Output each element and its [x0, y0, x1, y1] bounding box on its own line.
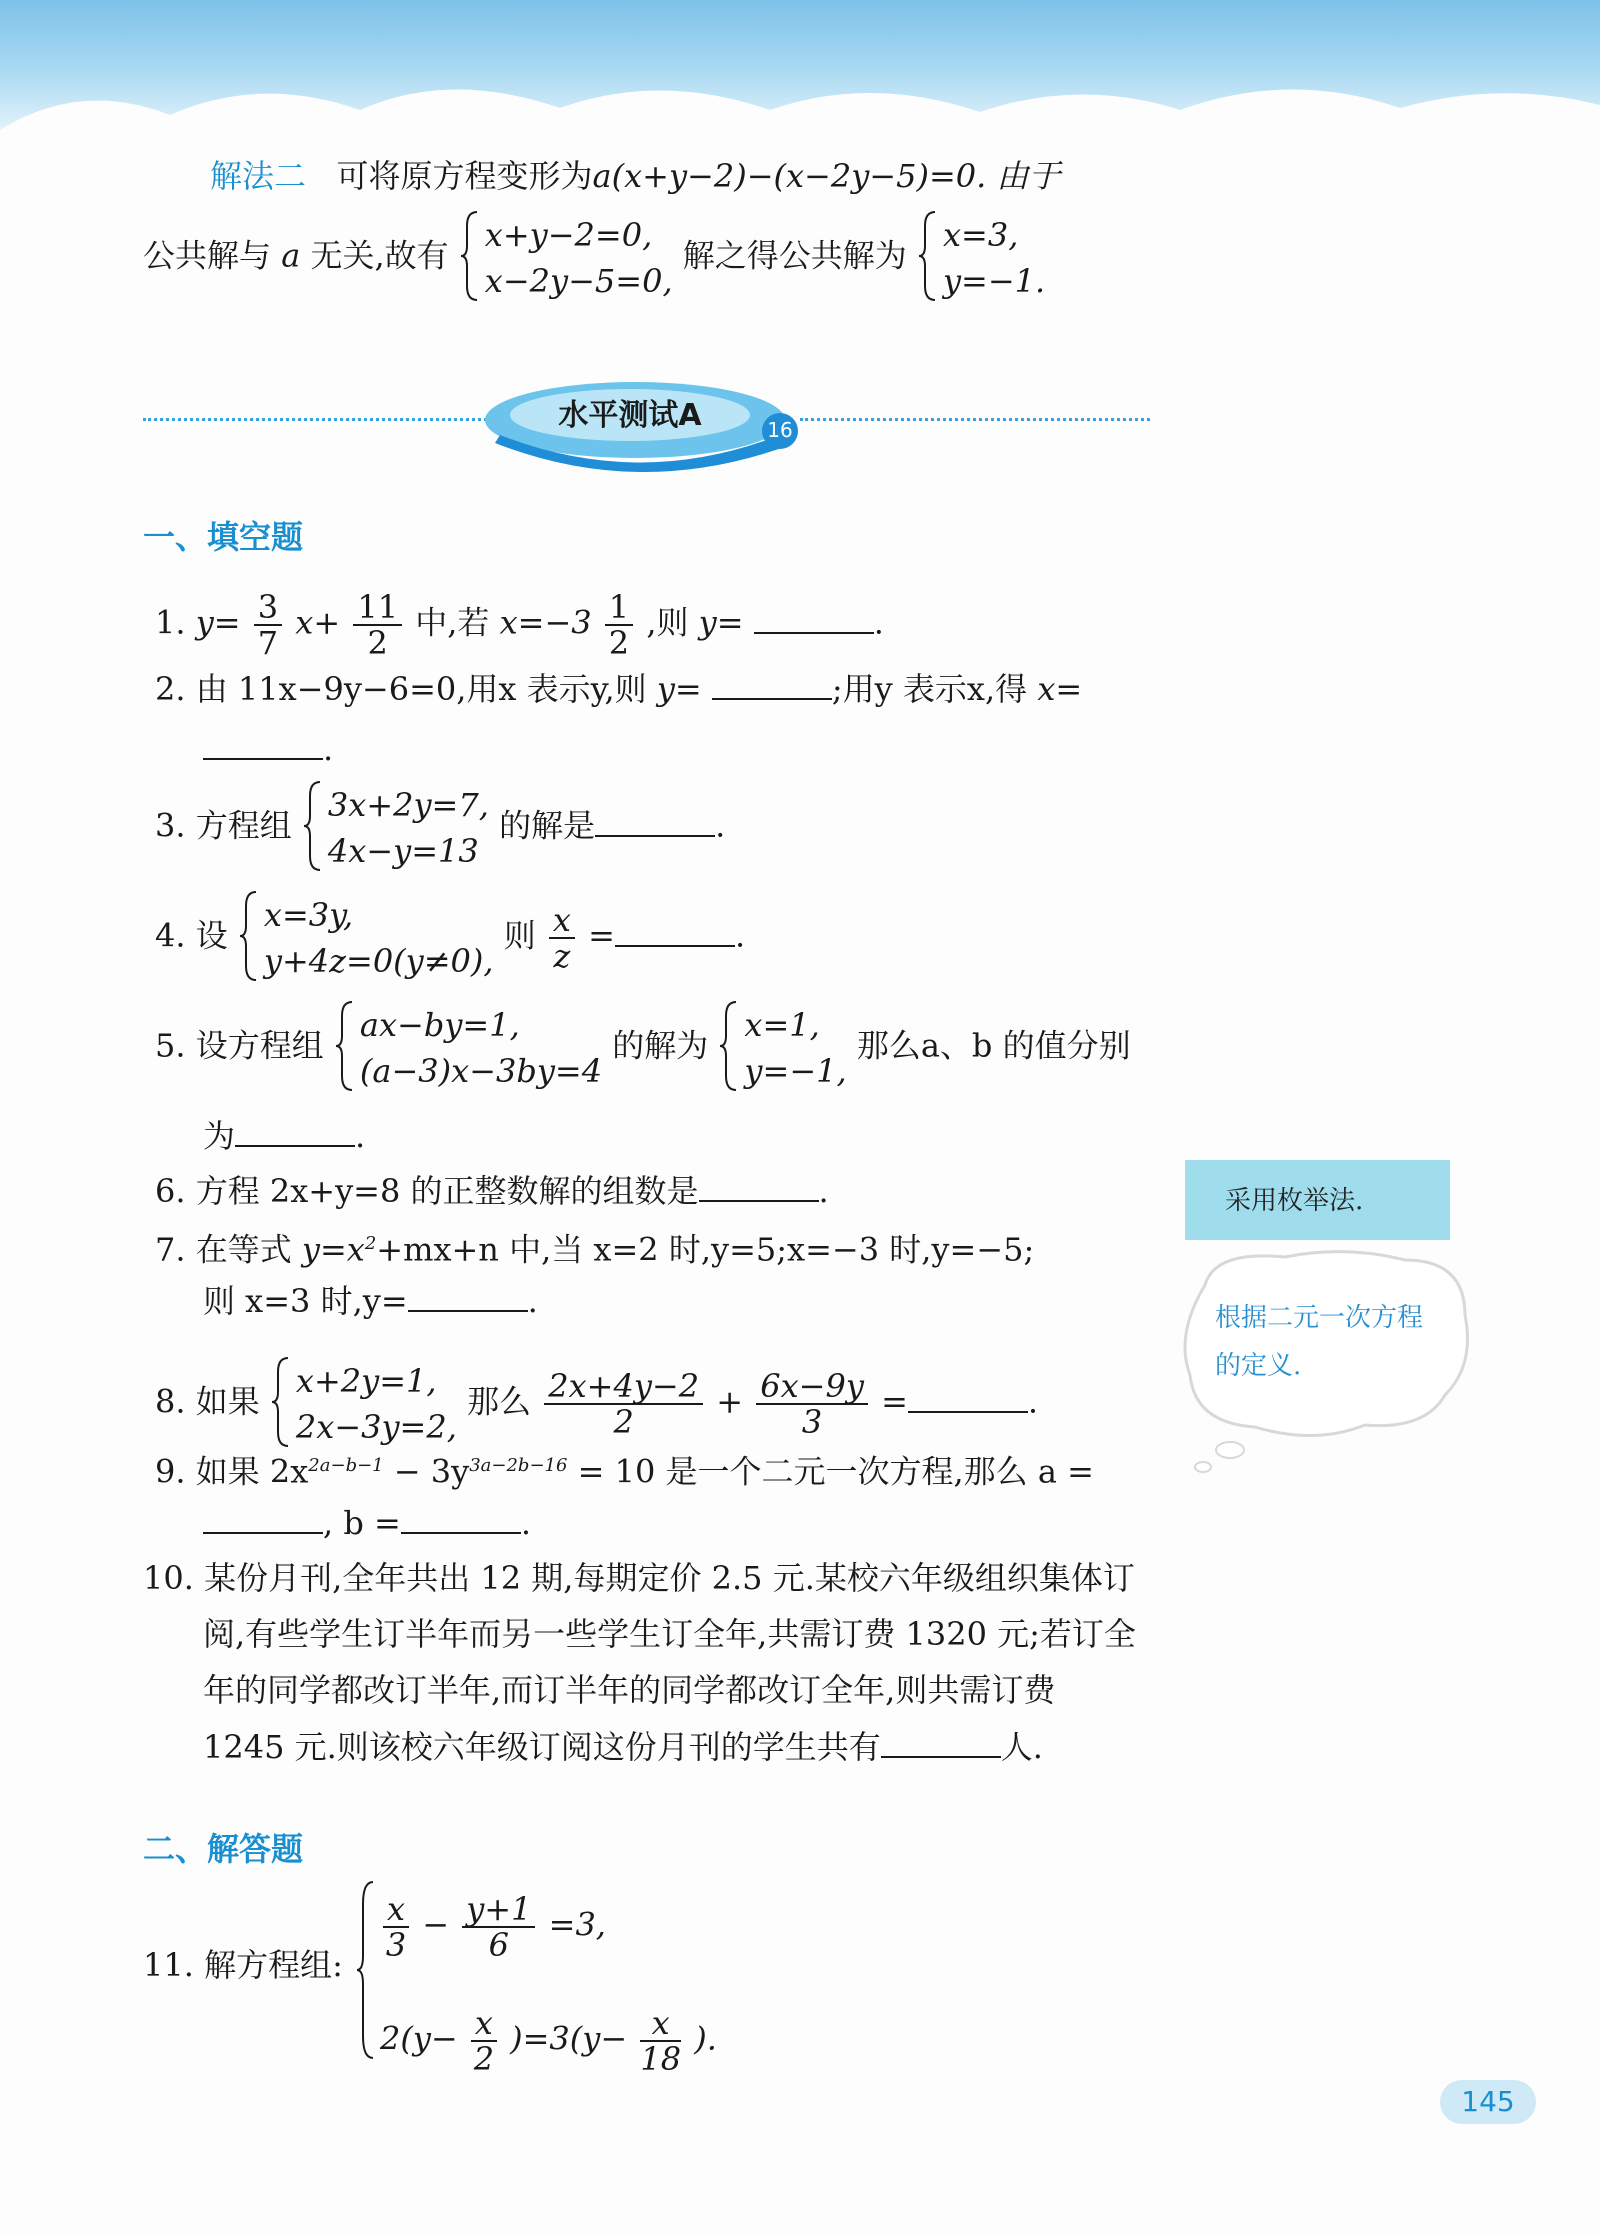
banner-dotline-left	[143, 418, 493, 421]
q9-text4: , b =	[323, 1504, 401, 1542]
q8-frac2	[756, 1369, 868, 1439]
question-9	[155, 1446, 1094, 1492]
q11-frac4	[640, 2006, 681, 2076]
question-8	[155, 1358, 1038, 1450]
q2-text2: ;用y 表示x,得	[831, 670, 1028, 708]
q8-answer-blank[interactable]	[908, 1381, 1028, 1413]
system1-row1: x+y−2=0,	[484, 216, 653, 254]
q8-frac1-num: 2x+4y−2	[544, 1369, 703, 1405]
q7-expr: y=x	[301, 1230, 365, 1269]
q3-system	[302, 782, 489, 874]
q5-solution	[718, 1002, 846, 1094]
q1-frac2-num: 11	[353, 590, 402, 626]
q2-end: .	[323, 730, 334, 768]
q1-mid: 中,若	[415, 603, 490, 642]
solution2-line1	[210, 156, 1060, 196]
q7-number: 7.	[155, 1230, 186, 1269]
q1-frac1-num: 3	[254, 590, 282, 626]
solution2-text2: 公共解与	[143, 236, 272, 275]
q4-system	[238, 892, 494, 984]
q1-frac2	[353, 590, 402, 660]
solution2-expr1: a(x+y−2)−(x−2y−5)=0. 由于	[592, 157, 1061, 195]
q9-sup1: 2a−b−1	[308, 1455, 384, 1476]
q9-text2: − 3y	[393, 1452, 470, 1491]
q4-text2: 则	[503, 916, 536, 955]
brace-icon	[238, 890, 260, 982]
q8-plus: +	[716, 1382, 744, 1421]
q5-text4: 为	[203, 1117, 236, 1155]
question-11	[143, 1945, 343, 1985]
question-10	[143, 1558, 1135, 1598]
q11-eq3: =3,	[548, 1905, 606, 1944]
q9-end: .	[520, 1504, 531, 1542]
q11-text: 解方程组:	[204, 1946, 343, 1984]
q8-row2: 2x−3y=2,	[295, 1408, 457, 1446]
q4-row1: x=3y,	[263, 896, 354, 934]
banner-badge: 16	[767, 418, 793, 442]
q4-text1: 设	[195, 916, 228, 955]
q1-tail: ,则	[646, 603, 689, 642]
brace-icon	[718, 1000, 740, 1092]
q8-text2: 那么	[467, 1382, 532, 1421]
question-5-cont	[203, 1115, 365, 1156]
side-note-2-line2: 的定义.	[1215, 1351, 1302, 1381]
q2-number: 2.	[155, 670, 186, 708]
q7-sup: 2	[364, 1233, 377, 1254]
q1-xplus: x+	[295, 603, 341, 642]
q11-frac2-den: 6	[488, 1926, 509, 1964]
q4-frac-den: z	[553, 937, 571, 975]
question-9-cont	[203, 1502, 531, 1543]
question-1	[155, 590, 884, 660]
banner-dotline-right	[800, 418, 1150, 421]
q8-frac1	[544, 1369, 703, 1439]
q9-text3: = 10 是一个二元一次方程,那么 a =	[577, 1452, 1094, 1491]
q9-sup2: 3a−2b−16	[469, 1455, 568, 1476]
q8-number: 8.	[155, 1382, 186, 1421]
q7-text3: 则 x=3 时,y=	[203, 1282, 408, 1320]
section-answer-heading: 二、解答题	[143, 1830, 304, 1868]
q2-xeq: x=	[1037, 670, 1083, 708]
q7-text2: +mx+n 中,当 x=2 时,y=5;x=−3 时,y=−5;	[376, 1230, 1035, 1269]
q9-answer-blank-b[interactable]	[401, 1502, 521, 1534]
banner-title: 水平测试A	[558, 398, 702, 433]
q11-row2-b: )=3(y−	[510, 2019, 628, 2058]
q2-yeq: y=	[656, 670, 702, 708]
q8-system	[270, 1358, 457, 1450]
q8-eq: =	[881, 1382, 908, 1421]
q11-minus: −	[422, 1905, 450, 1944]
q11-frac2	[462, 1892, 535, 1962]
system2-row1: x=3,	[942, 216, 1019, 254]
q11-frac3-num: x	[471, 2006, 497, 2042]
q5-text1: 设方程组	[195, 1026, 324, 1065]
q10-line3: 年的同学都改订半年,而订半年的同学都改订全年,则共需订费	[203, 1671, 1056, 1709]
q11-brace-icon	[355, 1880, 377, 2060]
q6-answer-blank[interactable]	[699, 1170, 819, 1202]
solution2-system2	[917, 212, 1045, 304]
q1-answer-blank[interactable]	[754, 602, 874, 634]
q4-answer-blank[interactable]	[615, 915, 735, 947]
q1-y: y=	[195, 603, 241, 642]
q5-text2: 的解为	[612, 1026, 709, 1065]
q6-text: 方程 2x+y=8 的正整数解的组数是	[195, 1172, 699, 1210]
side-note-enumeration	[1185, 1160, 1450, 1240]
q8-frac2-den: 3	[801, 1403, 823, 1441]
q11-number: 11.	[143, 1946, 194, 1984]
q1-frac3	[605, 590, 633, 660]
q8-row1: x+2y=1,	[295, 1362, 437, 1400]
thought-cloud	[1175, 1245, 1475, 1475]
solution2-text3: 无关,故有	[310, 236, 449, 275]
q6-end: .	[818, 1172, 829, 1210]
q3-row2: 4x−y=13	[327, 832, 479, 870]
q9-text1: 如果 2x	[195, 1452, 309, 1491]
q1-frac3-num: 1	[605, 590, 633, 626]
q11-frac1	[383, 1892, 409, 1962]
q2-answer-blank-2[interactable]	[203, 728, 323, 760]
q8-text1: 如果	[195, 1382, 260, 1421]
q11-frac3-den: 2	[473, 2040, 495, 2078]
q10-line4-text: 1245 元.则该校六年级订阅这份月刊的学生共有	[203, 1728, 881, 1766]
q11-row2-a: 2(y−	[380, 2019, 458, 2058]
question-7	[155, 1224, 1034, 1270]
q4-end: .	[734, 916, 746, 955]
q5-answer-blank[interactable]	[235, 1115, 355, 1147]
q11-frac3	[471, 2006, 497, 2076]
question-2	[155, 668, 1082, 709]
q11-frac1-num: x	[383, 1892, 409, 1928]
q7-text1: 在等式	[195, 1230, 292, 1269]
q4-frac-num: x	[549, 903, 575, 939]
solution2-var-a: a	[281, 236, 301, 275]
brace-icon	[917, 210, 939, 302]
q11-row2	[380, 2006, 717, 2076]
brace-icon	[334, 1000, 356, 1092]
side-note-1-text: 采用枚举法.	[1225, 1186, 1364, 1216]
brace-icon	[302, 780, 324, 872]
side-note-2-line1: 根据二元一次方程	[1215, 1303, 1424, 1333]
q10-end: 人.	[1000, 1728, 1043, 1766]
q9-answer-blank-a[interactable]	[203, 1502, 323, 1534]
q5-sol-row2: y=−1,	[744, 1052, 847, 1090]
q1-frac1	[254, 590, 282, 660]
solution2-text4: 解之得公共解为	[682, 236, 907, 275]
system2-row2: y=−1.	[942, 262, 1046, 300]
q3-answer-blank[interactable]	[595, 805, 715, 837]
q5-end: .	[355, 1117, 366, 1155]
q7-answer-blank[interactable]	[408, 1280, 528, 1312]
q11-frac1-den: 3	[385, 1926, 407, 1964]
question-2-cont	[203, 728, 333, 769]
solution2-text1: 可将原方程变形为	[336, 157, 593, 195]
q5-system	[334, 1002, 602, 1094]
q7-end: .	[527, 1282, 538, 1320]
q11-frac4-num: x	[640, 2006, 681, 2042]
q3-text2: 的解是	[499, 806, 596, 845]
solution2-line2	[143, 212, 1045, 304]
brace-icon	[270, 1356, 292, 1448]
q2-answer-blank-1[interactable]	[712, 668, 832, 700]
brace-icon	[459, 210, 481, 302]
q3-end: .	[715, 806, 726, 845]
q5-row2: (a−3)x−3by=4	[359, 1052, 603, 1090]
q5-sol-row1: x=1,	[744, 1006, 820, 1044]
system1-row2: x−2y−5=0,	[484, 262, 673, 300]
solution2-system1	[459, 212, 673, 304]
q1-yeq: y=	[698, 603, 744, 642]
question-4	[155, 892, 745, 984]
question-5	[155, 1002, 1131, 1094]
q10-line2: 阅,有些学生订半年而另一些学生订全年,共需订费 1320 元;若订全	[203, 1615, 1136, 1653]
q3-number: 3.	[155, 806, 186, 845]
q11-row2-c: ).	[694, 2019, 717, 2058]
q4-number: 4.	[155, 916, 186, 955]
q11-frac4-den: 18	[640, 2040, 682, 2078]
q1-number: 1.	[155, 603, 186, 642]
q10-line4	[203, 1726, 1043, 1767]
section-fill-heading: 一、填空题	[143, 518, 304, 556]
q9-number: 9.	[155, 1452, 186, 1491]
q10-answer-blank[interactable]	[881, 1726, 1001, 1758]
q3-text1: 方程组	[195, 806, 292, 845]
q1-frac2-den: 2	[367, 624, 388, 662]
q1-end: .	[873, 603, 884, 642]
q8-end: .	[1027, 1382, 1039, 1421]
q11-row1	[380, 1892, 606, 1962]
q4-eq: =	[588, 916, 615, 955]
q1-xeq: x=−3	[499, 603, 592, 642]
q4-frac	[549, 903, 575, 973]
page-number: 145	[1440, 2080, 1536, 2124]
q5-row1: ax−by=1,	[359, 1006, 520, 1044]
question-6	[155, 1170, 829, 1211]
q2-text1: 由 11x−9y−6=0,用x 表示y,则	[195, 670, 647, 708]
q3-row1: 3x+2y=7,	[327, 786, 489, 824]
q1-frac3-den: 2	[608, 624, 630, 662]
q6-number: 6.	[155, 1172, 186, 1210]
q10-number: 10.	[143, 1559, 194, 1597]
question-7-cont	[203, 1280, 538, 1321]
q5-number: 5.	[155, 1026, 186, 1065]
q8-frac2-num: 6x−9y	[756, 1369, 868, 1405]
q1-frac1-den: 7	[257, 624, 279, 662]
q8-frac1-den: 2	[613, 1403, 634, 1441]
cloud-decoration	[0, 60, 1600, 170]
q5-text3: 那么a、b 的值分别	[856, 1026, 1131, 1065]
solution2-label: 解法二	[210, 157, 307, 195]
question-3	[155, 782, 725, 874]
q11-frac2-num: y+1	[462, 1892, 535, 1928]
q10-line1: 某份月刊,全年共出 12 期,每期定价 2.5 元.某校六年级组织集体订	[204, 1559, 1135, 1597]
q4-row2: y+4z=0(y≠0),	[263, 942, 494, 980]
